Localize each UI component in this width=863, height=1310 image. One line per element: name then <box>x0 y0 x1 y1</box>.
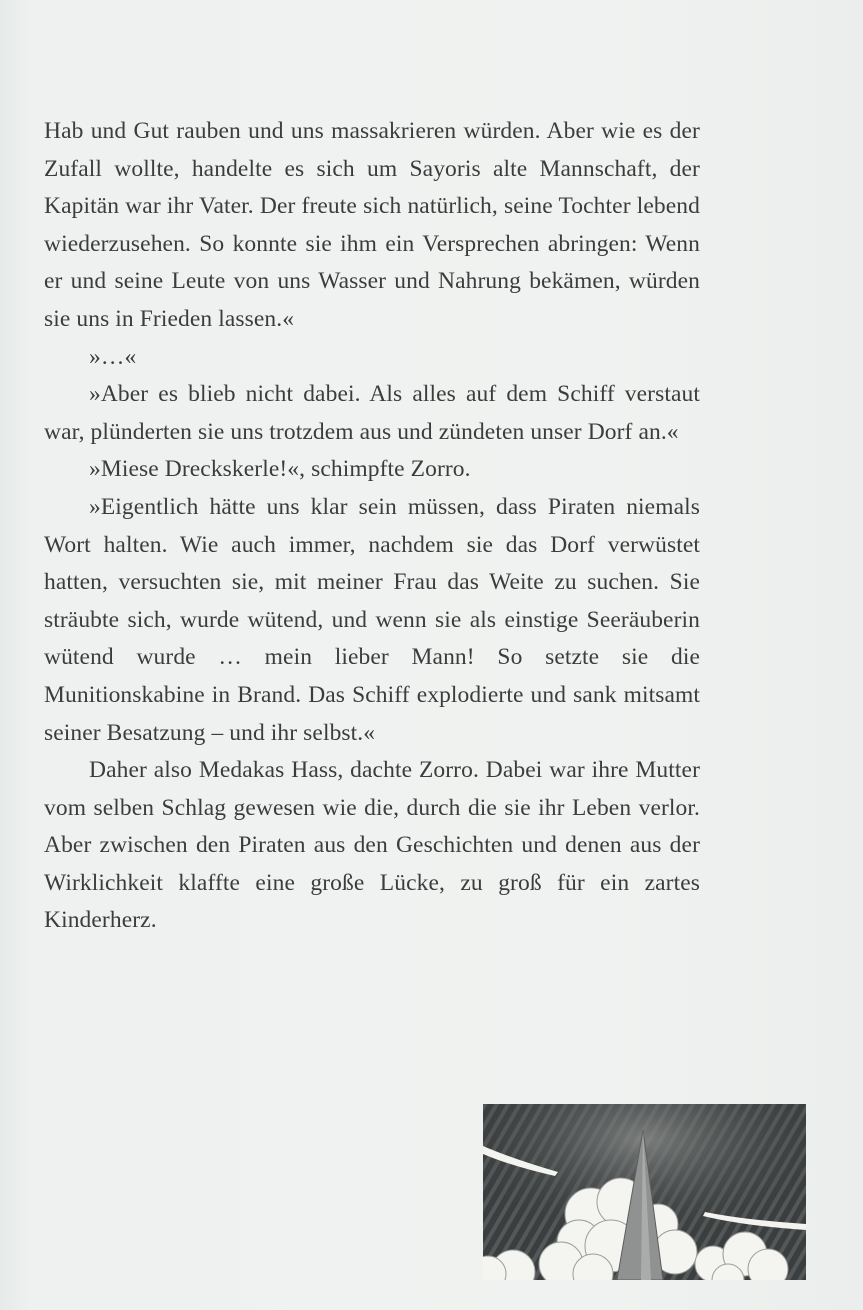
paragraph-6: Daher also Medakas Hass, dachte Zorro. Dabei war ihre Mutter vom selben Schlag gewesen wie die, durch die sie ihr Leben verlor. Aber zwischen den Piraten aus den Geschichten und denen aus der Wirklichkeit klaffte eine große Lücke, zu groß für ein zartes Kinderherz. <box>44 757 700 934</box>
paragraph-3: »Aber es blieb nicht dabei. Als alles auf dem Schiff verstaut war, plünderten sie uns trotzdem aus und zündeten unser Dorf an.« <box>44 381 700 445</box>
paragraph-4: »Miese Dreckskerle!«, schimpfte Zorro. <box>89 456 471 483</box>
explosion-illustration-art <box>483 1104 806 1280</box>
paragraph-5: »Eigentlich hätte uns klar sein müssen, dass Piraten niemals Wort halten. Wie auch immer, nachdem sie das Dorf verwüstet hatten, versuchten sie, mit meiner Frau das Weite zu suchen. Sie sträubte sich, wurde wütend, und wenn sie als einstige Seeräuberin wütend wurde … mein lieber Mann! So setzte sie die Munitionskabine in Brand. Das Schiff explodierte und sank mitsamt seiner Besatzung – und ihr selbst.« <box>44 493 700 746</box>
explosion-illustration <box>483 1104 806 1280</box>
paragraph-2: »…« <box>89 343 137 370</box>
body-text <box>44 113 700 940</box>
paragraph-1: Hab und Gut rauben und uns massakrieren würden. Aber wie es der Zufall wollte, handelte es sich um Sayoris alte Mannschaft, der Kapitän war ihr Vater. Der freute sich natürlich, seine Tochter lebend wiederzusehen. So konnte sie ihm ein Versprechen abringen: Wenn er und seine Leute von uns Wasser und Nahrung bekämen, würden sie uns in Frieden lassen.« <box>44 118 700 332</box>
